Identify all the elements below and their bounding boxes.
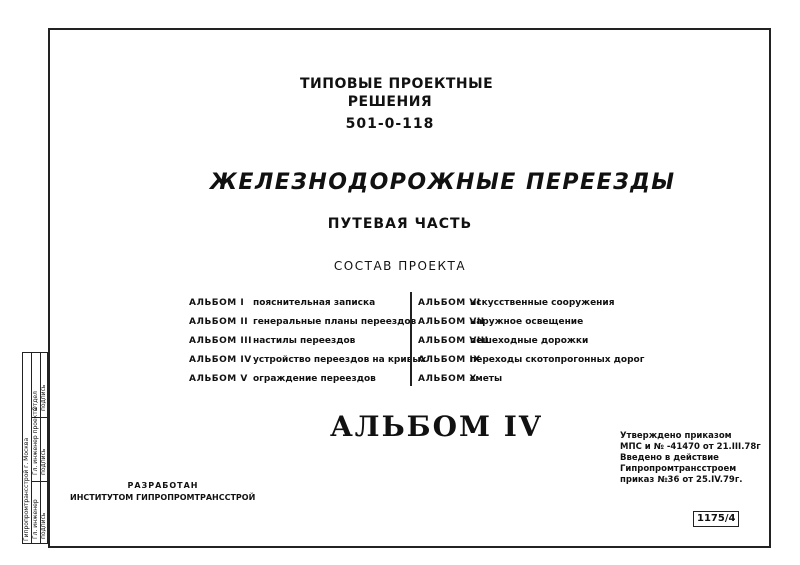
album-label: АЛЬБОМ IX <box>418 355 481 365</box>
album-label: АЛЬБОМ X <box>418 374 477 384</box>
album-label: АЛЬБОМ I <box>189 298 245 308</box>
album-label: АЛЬБОМ IV <box>189 355 252 365</box>
stamp-divider <box>31 481 47 482</box>
developer-org: ИНСТИТУТОМ ГИПРОПРОМТРАНССТРОЙ <box>70 493 256 502</box>
album-text: настилы переездов <box>253 336 356 346</box>
header-line-2: РЕШЕНИЯ <box>347 94 433 110</box>
album-row <box>189 294 426 313</box>
album-label: АЛЬБОМ VI <box>418 298 481 308</box>
stamp-signature: подпись <box>40 512 47 539</box>
album-row <box>189 351 426 370</box>
header-line-1: ТИПОВЫЕ ПРОЕКТНЫЕ <box>300 76 494 92</box>
stamp-role: Отдел <box>32 391 39 411</box>
album-text: пешеходные дорожки <box>470 336 589 346</box>
album-row <box>189 370 426 389</box>
project-number: 501-0-118 <box>345 116 435 132</box>
side-stamp <box>22 352 48 544</box>
album-row <box>418 370 644 389</box>
album-text: ограждение переездов <box>253 374 376 384</box>
albums-divider <box>410 292 412 386</box>
stamp-signature: подпись <box>40 384 47 411</box>
album-title: АЛЬБОМ IV <box>330 410 543 443</box>
album-label: АЛЬБОМ II <box>189 317 249 327</box>
approval-line: Введено в действие <box>620 453 719 463</box>
document-code: 1175/4 <box>693 511 739 527</box>
album-text: переходы скотопрогонных дорог <box>470 355 645 365</box>
album-row <box>418 351 644 370</box>
approval-line: Гипропромтрансстроем <box>620 464 737 474</box>
album-label: АЛЬБОМ VIII <box>418 336 489 346</box>
stamp-role: Гл. инженер <box>32 499 39 539</box>
album-row <box>418 294 644 313</box>
album-text: устройство переездов на кривых <box>253 355 427 365</box>
album-row <box>189 332 426 351</box>
approval-line: МПС и № -41470 от 21.III.78г <box>620 442 761 452</box>
album-text: генеральные планы переездов <box>253 317 417 327</box>
album-text: наружное освещение <box>470 317 584 327</box>
stamp-org: Гипропромтрансстрой г. Москва <box>23 437 30 541</box>
composition-heading: СОСТАВ ПРОЕКТА <box>333 259 467 273</box>
album-row <box>418 332 644 351</box>
album-row <box>418 313 644 332</box>
stamp-signature: подпись <box>40 448 47 475</box>
approval-line: приказ №36 от 25.IV.79г. <box>620 475 743 485</box>
stamp-role: Гл. инженер проекта <box>32 407 39 475</box>
albums-list-left <box>189 294 426 389</box>
album-label: АЛЬБОМ V <box>189 374 248 384</box>
album-text: искусственные сооружения <box>470 298 615 308</box>
album-label: АЛЬБОМ VII <box>418 317 485 327</box>
approval-line: Утверждено приказом <box>620 431 732 441</box>
part-title: ПУТЕВАЯ ЧАСТЬ <box>327 216 473 232</box>
album-row <box>189 313 426 332</box>
album-text: пояснительная записка <box>253 298 376 308</box>
developer-label: РАЗРАБОТАН <box>127 481 199 490</box>
albums-list-right <box>418 294 644 389</box>
album-text: сметы <box>470 374 503 384</box>
document-title: ЖЕЛЕЗНОДОРОЖНЫЕ ПЕРЕЕЗДЫ <box>210 170 676 195</box>
album-label: АЛЬБОМ III <box>189 336 252 346</box>
approval-note <box>620 431 761 486</box>
